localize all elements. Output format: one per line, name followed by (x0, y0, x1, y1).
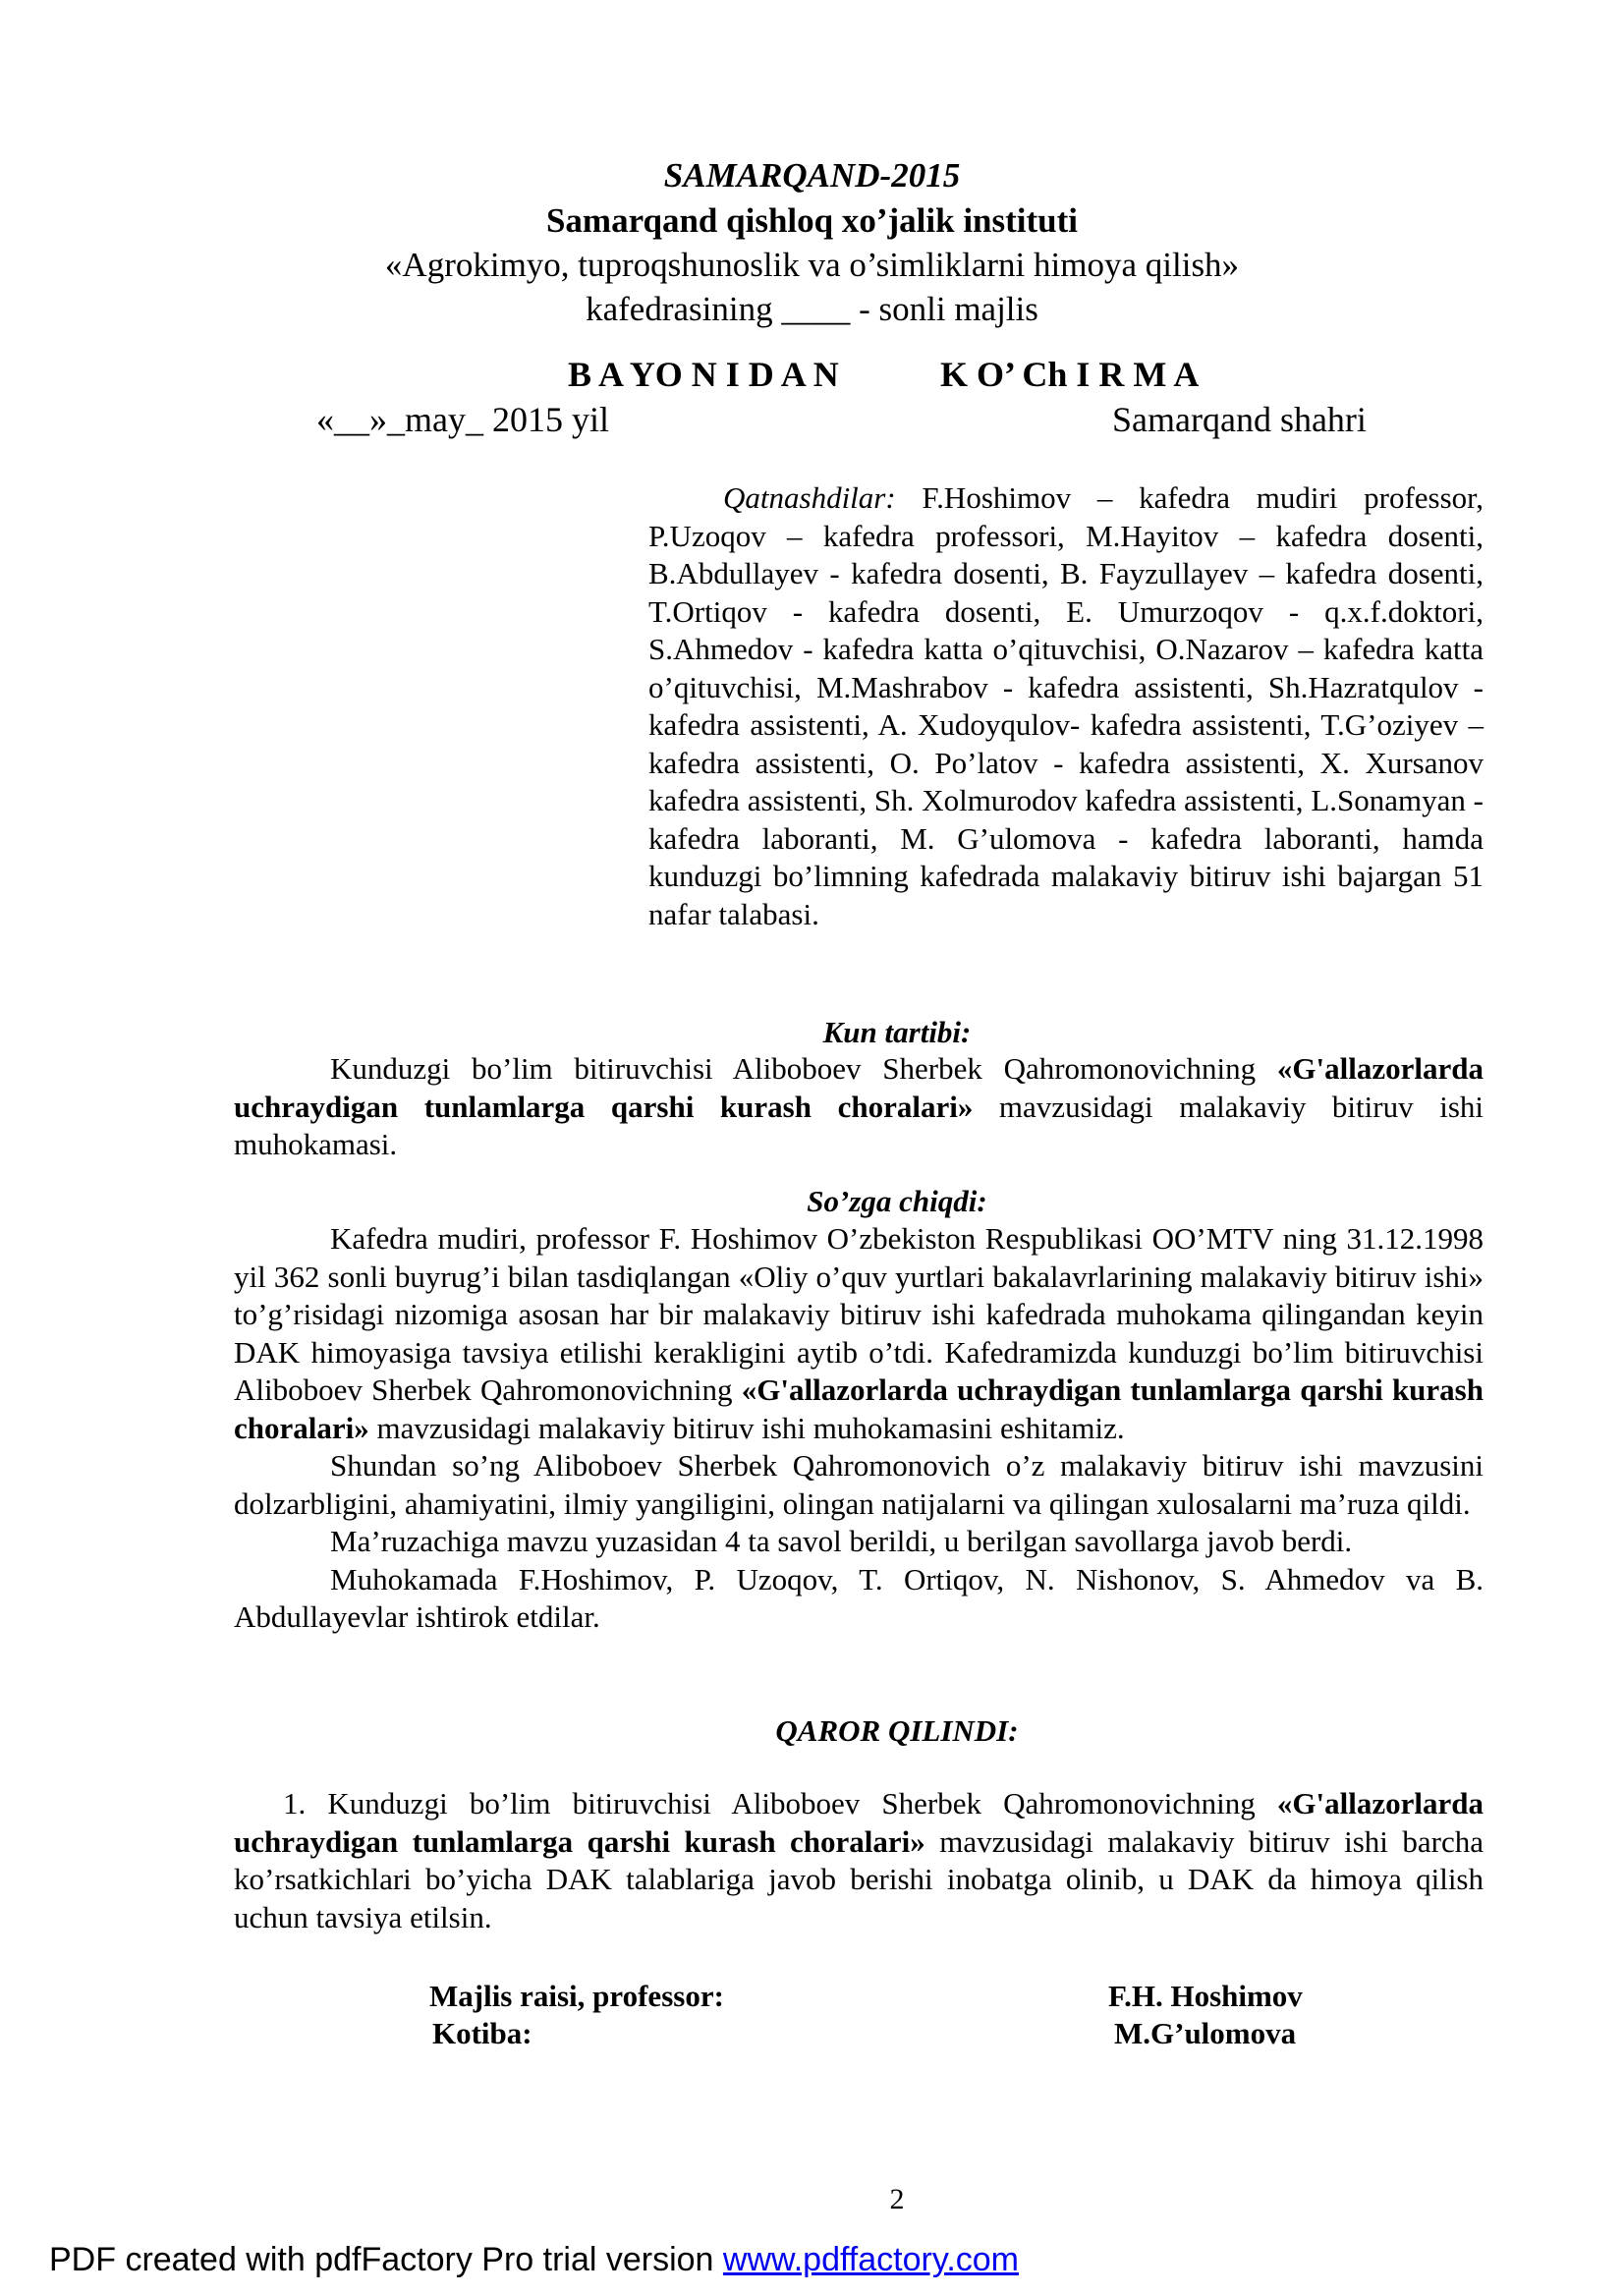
header-city-year: SAMARQAND-2015 (663, 156, 961, 195)
agenda-paragraph (234, 1050, 1484, 1164)
secretary-label: Kotiba: (432, 2016, 532, 2050)
attendees-paragraph (648, 479, 1484, 933)
decision-item-number: 1. (283, 1786, 307, 1820)
speakers-paragraph-3: Ma’ruzachiga mavzu yuzasidan 4 ta savol berildi, u berilgan savollarga javob berdi. (330, 1524, 1353, 1558)
decision-heading: QAROR QILINDI: (775, 1713, 1019, 1748)
agenda-intro: Kunduzgi bo’lim bitiruvchisi Aliboboev Sherbek Qahromonovichning (330, 1051, 1277, 1086)
speakers-paragraph-4: Muhokamada F.Hoshimov, P. Uzoqov, T. Ortiqov, N. Nishonov, S. Ahmedov va B. Abdullayevlar ishtirok etdilar. (234, 1561, 1484, 1634)
title-part-1: B A YO N I D A N (568, 355, 839, 394)
speakers-paragraph-1 (234, 1220, 1484, 1447)
footer-text: PDF created with pdfFactory Pro trial version (49, 2241, 723, 2278)
speakers-p1-topic: «G'allazorlarda uchraydigan tunlamlarga qarshi kurash choralari» (234, 1372, 1484, 1445)
speakers-heading: So’zga chiqdi: (807, 1184, 987, 1218)
meeting-place: Samarqand shahri (1112, 400, 1367, 439)
speakers-p1-text: Kafedra mudiri, professor F. Hoshimov O’zbekiston Respublikasi OO’MTV ning 31.12.1998 yil 362 sonli buyrug’i bilan tasdiqlangan «Oliy o’quv yurtlari bakalavrlarining malakaviy bitiruv ishi» to’g’risidagi nizomiga asosan har bir malakaviy bitiruv ishi kafedrada muhokama qilingandan keyin DAK himoyasiga tavsiya etilishi kerakligini aytib o’tdi. Kafedramizda kunduzgi bo’lim bitiruvchisi Aliboboev Sherbek Qahromonovichning (234, 1221, 1484, 1407)
header-department: «Agrokimyo, tuproqshunoslik va o’simliklarni himoya qilish» (384, 246, 1240, 284)
title-part-2: K O’ Ch I R M A (940, 355, 1200, 394)
decision-item-1 (234, 1785, 1484, 1936)
chair-name: F.H. Hoshimov (1108, 1979, 1303, 2013)
agenda-topic: «G'allazorlarda uchraydigan tunlamlarga qarshi kurash choralari» (234, 1051, 1484, 1124)
decision-item-topic: «G'allazorlarda uchraydigan tunlamlarga qarshi kurash choralari» (234, 1786, 1484, 1859)
agenda-heading: Kun tartibi: (822, 1015, 972, 1049)
header-meeting: kafedrasining ____ - sonli majlis (586, 290, 1038, 328)
attendees-label: Qatnashdilar: (723, 480, 896, 515)
meeting-date: «__»_may_ 2015 yil (316, 400, 609, 439)
document-title (0, 352, 1624, 397)
decision-item-text: Kunduzgi bo’lim bitiruvchisi Aliboboev Sherbek Qahromonovichning (327, 1786, 1277, 1820)
secretary-name: M.G’ulomova (1114, 2016, 1297, 2050)
header-institute: Samarqand qishloq xo’jalik instituti (545, 201, 1079, 240)
speakers-p1-end: mavzusidagi malakaviy bitiruv ishi muhokamasini eshitamiz. (368, 1410, 1125, 1445)
agenda-outro: mavzusidagi malakaviy bitiruv ishi muhokamasi. (234, 1089, 1484, 1161)
page-number: 2 (889, 2183, 905, 2215)
attendees-list: F.Hoshimov – kafedra mudiri professor, P.Uzoqov – kafedra professori, M.Hayitov – kafedra dosenti, B.Abdullayev - kafedra dosenti, B. Fayzullayev – kafedra dosenti, T.Ortiqov - kafedra dosenti, E. Umurzoqov - q.x.f.doktori, S.Ahmedov - kafedra katta o’qituvchisi, O.Nazarov – kafedra katta o’qituvchisi, M.Mashrabov - kafedra assistenti, Sh.Hazratqulov - kafedra assistenti, A. Xudoyqulov- kafedra assistenti, T.G’oziyev – kafedra assistenti, O. Po’latov - kafedra assistenti, X. Xursanov kafedra assistenti, Sh. Xolmurodov kafedra assistenti, L.Sonamyan - kafedra laboranti, M. G’ulomova - kafedra laboranti, hamda kunduzgi bo’limning kafedrada malakaviy bitiruv ishi bajargan 51 nafar talabasi. (648, 480, 1484, 931)
speakers-section (234, 1220, 1484, 1637)
speakers-paragraph-2: Shundan so’ng Aliboboev Sherbek Qahromonovich o’z malakaviy bitiruv ishi mavzusini dolzarbligini, ahamiyatini, ilmiy yangiligini, olingan natijalarni va qilingan xulosalarni ma’ruza qildi. (234, 1448, 1484, 1521)
decision-item-end: mavzusidagi malakaviy bitiruv ishi barcha ko’rsatkichlari bo’yicha DAK talablariga javob berishi inobatga olinib, u DAK da himoya qilish uchun tavsiya etilsin. (234, 1823, 1484, 1934)
chair-label: Majlis raisi, professor: (429, 1979, 724, 2013)
footer-link[interactable]: www.pdffactory.com (722, 2241, 1019, 2278)
pdf-footer (49, 2238, 1019, 2281)
